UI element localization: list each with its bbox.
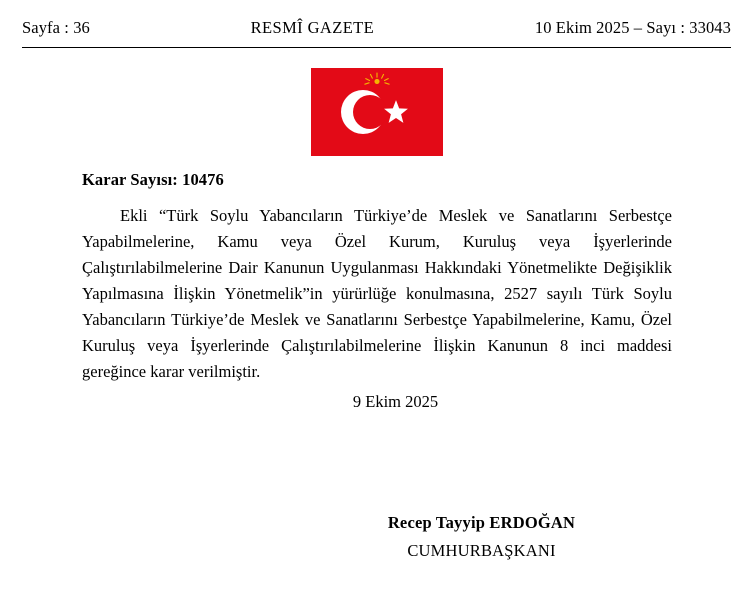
sun-rays-icon (363, 72, 391, 88)
emblem-container (0, 68, 753, 156)
signatory-name: Recep Tayyip ERDOĞAN (387, 513, 576, 532)
decision-number: Karar Sayısı: 10476 (82, 170, 224, 189)
signatory-title: CUMHURBAŞKANI (407, 541, 556, 560)
decision-body-text: Ekli “Türk Soylu Yabancıların Türkiye’de Meslek ve Sanatlarını Serbestçe Yapabilmelerine, Kamu veya Özel Kurum, Kuruluş veya İşyerlerinde Çalıştırılabilmelerine Dair Kanunun Uygulanması Hakkındaki Yönetmelikte Değişiklik Yapılmasına İlişkin Yönetmelik”in yürürlüğe konulmasına, 2527 sayılı Türk Soylu Yabancıların Türkiye’de Meslek ve Sanatlarını Serbestçe Yapabilmelerine, Kamu, Özel Kuruluş veya İşyerlerinde Çalıştırılabilmelerine İlişkin Kanunun 8 inci maddesi gereğince karar verilmiştir. (82, 206, 672, 381)
header-divider (22, 47, 731, 48)
decision-body (82, 203, 672, 385)
turkish-flag-icon (311, 68, 443, 156)
page-header (22, 18, 731, 48)
issue-date-label: 10 Ekim 2025 – Sayı : 33043 (534, 18, 731, 37)
star-icon (383, 99, 409, 125)
crescent-inner-circle (353, 95, 387, 129)
gazette-title: RESMÎ GAZETE (250, 18, 375, 37)
decision-date: 9 Ekim 2025 (352, 392, 439, 411)
page-number-label: Sayfa : 36 (22, 18, 90, 37)
